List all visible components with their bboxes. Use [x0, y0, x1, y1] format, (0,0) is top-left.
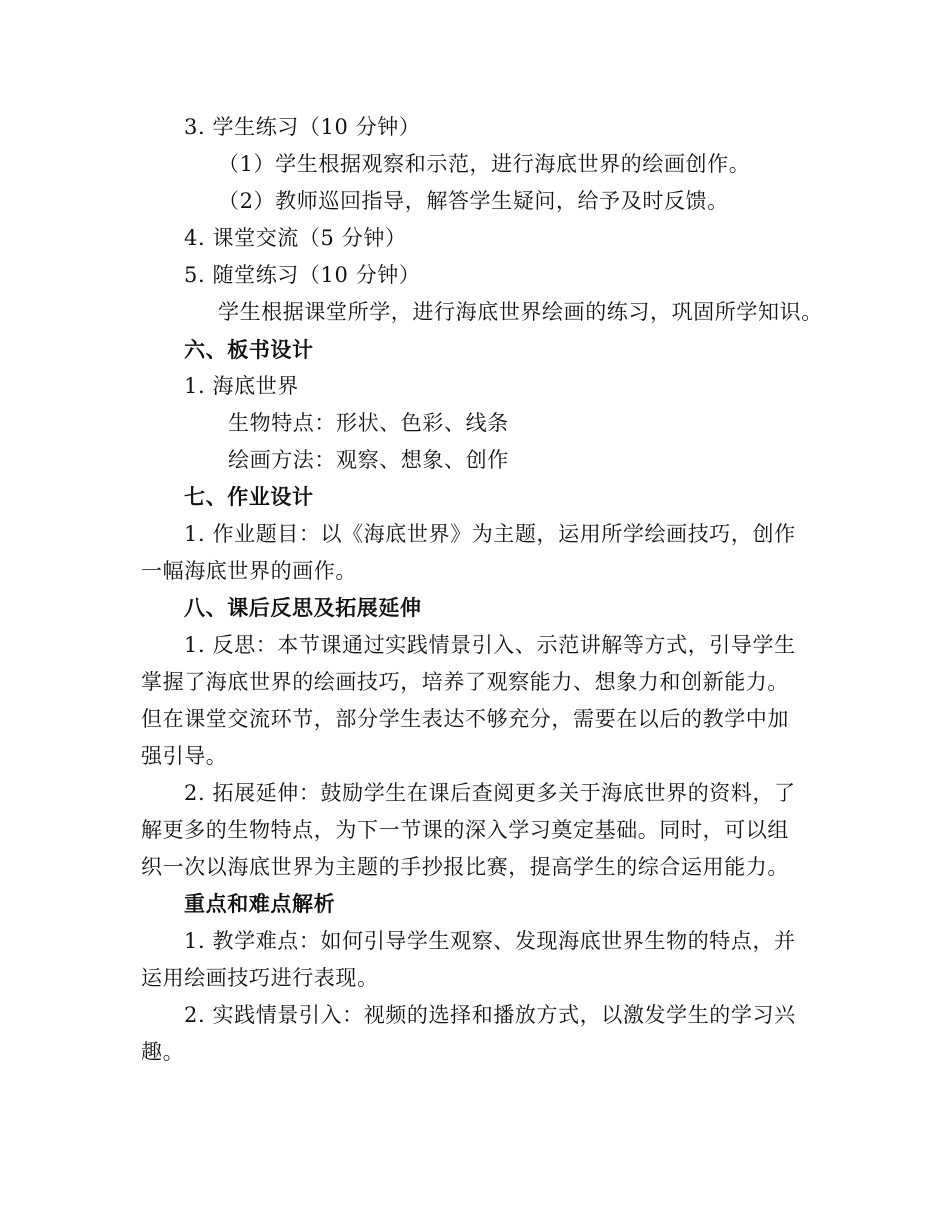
extension-line-3: 织一次以海底世界为主题的手抄报比赛，提高学生的综合运用能力。	[141, 855, 789, 879]
step-4-heading: 4. 课堂交流（5 分钟）	[184, 226, 407, 250]
intro-line-1: 2. 实践情景引入：视频的选择和播放方式，以激发学生的学习兴	[184, 1003, 796, 1027]
step-3-heading: 3. 学生练习（10 分钟）	[184, 115, 421, 139]
step-3-item-1: （1）学生根据观察和示范，进行海底世界的绘画创作。	[218, 152, 751, 176]
homework-line-2: 一幅海底世界的画作。	[141, 559, 357, 583]
board-subitem-features: 生物特点：形状、色彩、线条	[228, 411, 509, 435]
section-8-title: 八、课后反思及拓展延伸	[184, 595, 422, 620]
extension-line-1: 2. 拓展延伸：鼓励学生在课后查阅更多关于海底世界的资料，了	[184, 781, 796, 805]
step-5-text: 学生根据课堂所学，进行海底世界绘画的练习，巩固所学知识。	[218, 300, 823, 324]
step-5-heading: 5. 随堂练习（10 分钟）	[184, 263, 421, 287]
reflection-line-3: 但在课堂交流环节，部分学生表达不够充分，需要在以后的教学中加	[141, 707, 789, 731]
section-6-title: 六、板书设计	[184, 337, 314, 362]
board-subitem-methods: 绘画方法：观察、想象、创作	[228, 448, 509, 472]
extension-line-2: 解更多的生物特点，为下一节课的深入学习奠定基础。同时，可以组	[141, 818, 789, 842]
section-7-title: 七、作业设计	[184, 484, 314, 509]
step-3-item-2: （2）教师巡回指导，解答学生疑问，给予及时反馈。	[218, 189, 729, 213]
board-item-1: 1. 海底世界	[184, 374, 299, 398]
key-points-title: 重点和难点解析	[184, 891, 336, 916]
homework-line-1: 1. 作业题目：以《海底世界》为主题，运用所学绘画技巧，创作	[184, 522, 796, 546]
reflection-line-2: 掌握了海底世界的绘画技巧，培养了观察能力、想象力和创新能力。	[141, 670, 789, 694]
reflection-line-1: 1. 反思：本节课通过实践情景引入、示范讲解等方式，引导学生	[184, 633, 796, 657]
intro-line-2: 趣。	[141, 1040, 185, 1064]
difficulty-line-1: 1. 教学难点：如何引导学生观察、发现海底世界生物的特点，并	[184, 929, 796, 953]
difficulty-line-2: 运用绘画技巧进行表现。	[141, 966, 379, 990]
reflection-line-4: 强引导。	[141, 744, 228, 768]
